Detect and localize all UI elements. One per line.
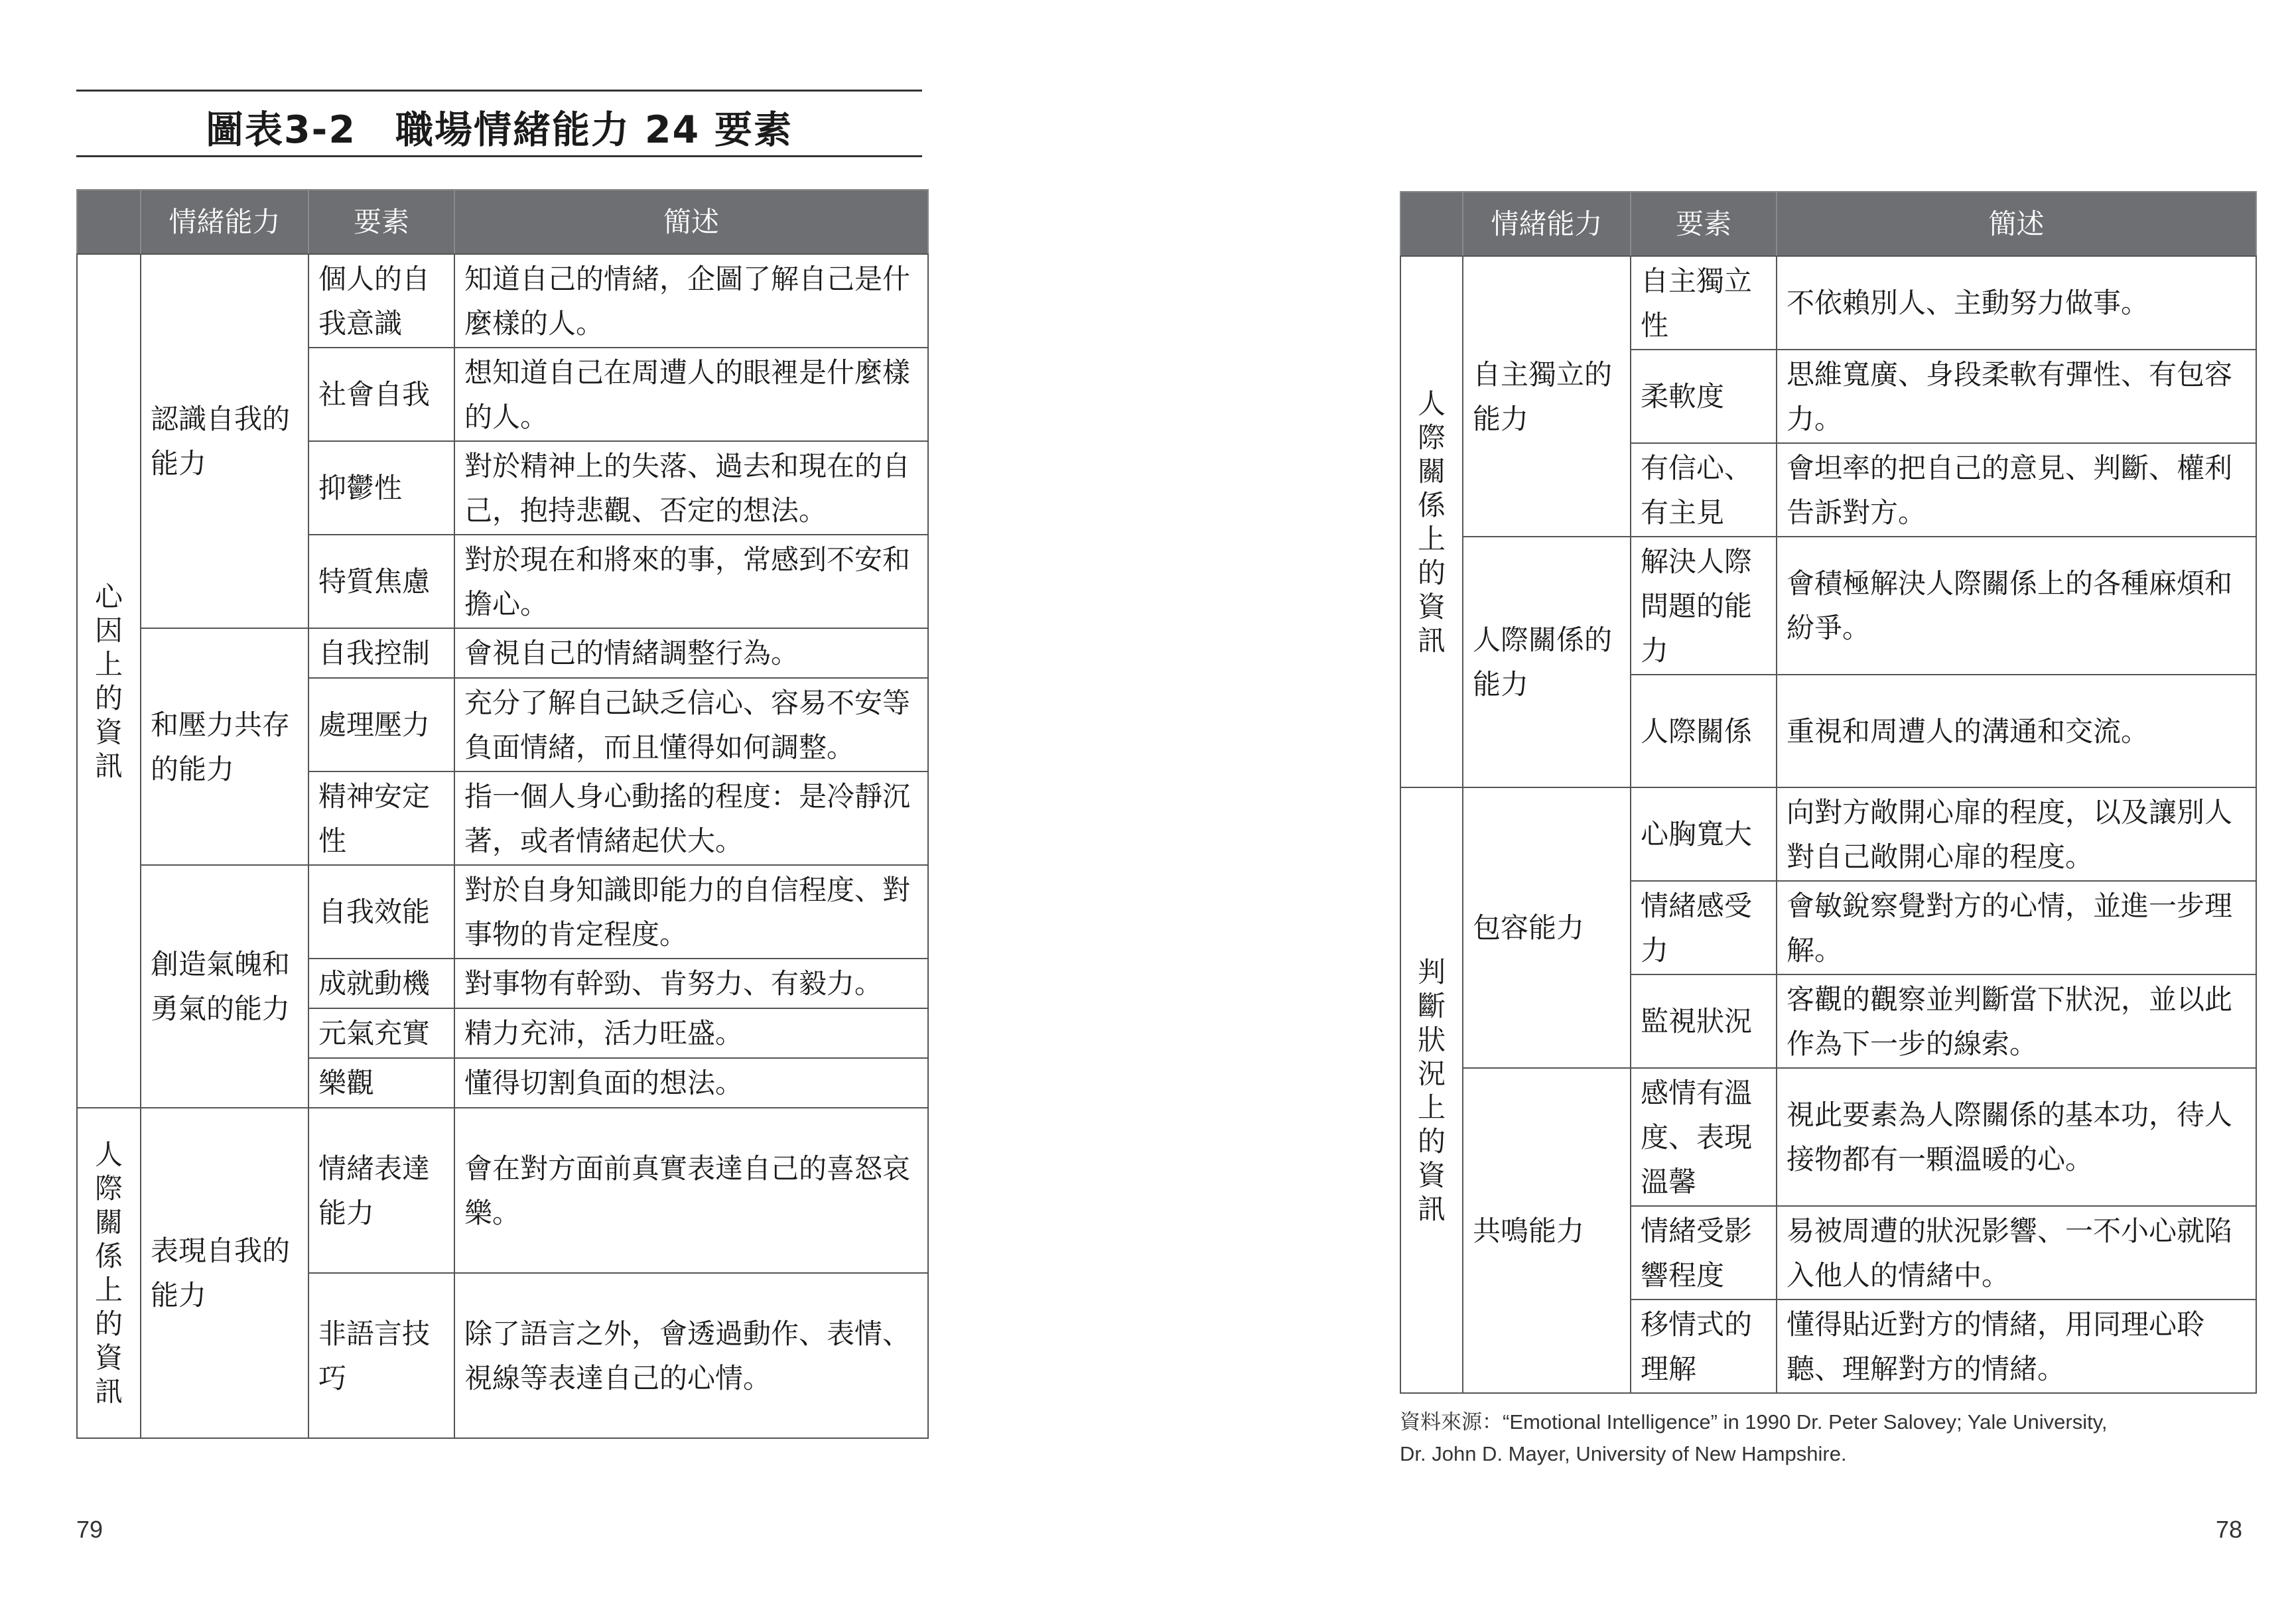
table-header-row: [77, 190, 928, 254]
desc-cell: 精力充沛，活力旺盛。: [454, 1008, 928, 1058]
element-cell: 特質焦慮: [308, 535, 454, 628]
left-table: [76, 189, 929, 1439]
desc-cell: 充分了解自己缺乏信心、容易不安等負面情緒，而且懂得如何調整。: [454, 678, 928, 771]
page-number-left: 79: [76, 1516, 103, 1543]
desc-cell: 會敏銳察覺對方的心情，並進一步理解。: [1777, 881, 2256, 974]
element-cell: 有信心、有主見: [1631, 443, 1777, 537]
table-row: [1400, 537, 2256, 675]
source-line: Dr. John D. Mayer, University of New Hampshire.: [1400, 1442, 1847, 1465]
element-cell: 個人的自我意識: [308, 254, 454, 348]
element-cell: 柔軟度: [1631, 350, 1777, 443]
group-cell-situation: [1400, 787, 1463, 1393]
group-label: 心因上的資訊: [95, 580, 123, 782]
element-cell: 精神安定性: [308, 771, 454, 865]
element-cell: 樂觀: [308, 1058, 454, 1108]
header-desc: 簡述: [454, 190, 928, 254]
table-row: [1400, 256, 2256, 350]
ability-cell: 和壓力共存的能力: [141, 628, 308, 865]
header-ability: 情緒能力: [1463, 192, 1631, 256]
page-title: 圖表3-2 職場情緒能力 24 要素: [206, 108, 793, 152]
desc-cell: 指一個人身心動搖的程度：是冷靜沉著，或者情緒起伏大。: [454, 771, 928, 865]
desc-cell: 會積極解決人際關係上的各種麻煩和紛爭。: [1777, 537, 2256, 675]
element-cell: 情緒受影響程度: [1631, 1206, 1777, 1300]
table-row: [77, 1108, 928, 1273]
element-cell: 心胸寬大: [1631, 787, 1777, 881]
desc-cell: 懂得切割負面的想法。: [454, 1058, 928, 1108]
desc-cell: 思維寬廣、身段柔軟有彈性、有包容力。: [1777, 350, 2256, 443]
table-row: [77, 254, 928, 348]
desc-cell: 對於現在和將來的事，常感到不安和擔心。: [454, 535, 928, 628]
group-label: 人際關係上的資訊: [95, 1138, 123, 1408]
desc-cell: 會視自己的情緒調整行為。: [454, 628, 928, 678]
element-cell: 監視狀況: [1631, 974, 1777, 1068]
group-cell-interpersonal: [1400, 256, 1463, 787]
table-row: [77, 628, 928, 678]
desc-cell: 對於精神上的失落、過去和現在的自己，抱持悲觀、否定的想法。: [454, 441, 928, 535]
group-label: 判斷狀況上的資訊: [1418, 955, 1446, 1225]
group-cell-interpersonal: [77, 1108, 141, 1438]
desc-cell: 重視和周遭人的溝通和交流。: [1777, 675, 2256, 787]
element-cell: 情緒感受力: [1631, 881, 1777, 974]
page-number-right: 78: [2216, 1516, 2243, 1543]
title-rule-box: [76, 90, 922, 157]
desc-cell: 對於自身知識即能力的自信程度、對事物的肯定程度。: [454, 865, 928, 959]
table-row: [1400, 1068, 2256, 1206]
desc-cell: 對事物有幹勁、肯努力、有毅力。: [454, 959, 928, 1008]
group-cell-psych: [77, 254, 141, 1108]
element-cell: 處理壓力: [308, 678, 454, 771]
desc-cell: 不依賴別人、主動努力做事。: [1777, 256, 2256, 350]
desc-cell: 易被周遭的狀況影響、一不小心就陷入他人的情緒中。: [1777, 1206, 2256, 1300]
desc-cell: 會在對方面前真實表達自己的喜怒哀樂。: [454, 1108, 928, 1273]
ability-cell: 創造氣魄和勇氣的能力: [141, 865, 308, 1108]
desc-cell: 向對方敞開心扉的程度，以及讓別人對自己敞開心扉的程度。: [1777, 787, 2256, 881]
element-cell: 元氣充實: [308, 1008, 454, 1058]
element-cell: 人際關係: [1631, 675, 1777, 787]
desc-cell: 知道自己的情緒，企圖了解自己是什麼樣的人。: [454, 254, 928, 348]
element-cell: 移情式的理解: [1631, 1300, 1777, 1393]
desc-cell: 懂得貼近對方的情緒，用同理心聆聽、理解對方的情緒。: [1777, 1300, 2256, 1393]
element-cell: 抑鬱性: [308, 441, 454, 535]
table-row: [77, 865, 928, 959]
header-ability: 情緒能力: [141, 190, 308, 254]
element-cell: 非語言技巧: [308, 1273, 454, 1438]
source-line: 資料來源：“Emotional Intelligence” in 1990 Dr. Peter Salovey; Yale University,: [1400, 1410, 2108, 1434]
element-cell: 社會自我: [308, 348, 454, 441]
ability-cell: 人際關係的能力: [1463, 537, 1631, 787]
desc-cell: 想知道自己在周遭人的眼裡是什麼樣的人。: [454, 348, 928, 441]
ability-cell: 認識自我的能力: [141, 254, 308, 628]
element-cell: 解決人際問題的能力: [1631, 537, 1777, 675]
element-cell: 自主獨立性: [1631, 256, 1777, 350]
ability-cell: 包容能力: [1463, 787, 1631, 1068]
desc-cell: 會坦率的把自己的意見、判斷、權利告訴對方。: [1777, 443, 2256, 537]
element-cell: 自我控制: [308, 628, 454, 678]
header-blank: [1400, 192, 1463, 256]
header-blank: [77, 190, 141, 254]
desc-cell: 客觀的觀察並判斷當下狀況，並以此作為下一步的線索。: [1777, 974, 2256, 1068]
group-label: 人際關係上的資訊: [1418, 387, 1446, 657]
element-cell: 成就動機: [308, 959, 454, 1008]
header-element: 要素: [308, 190, 454, 254]
right-table: [1400, 191, 2257, 1394]
desc-cell: 視此要素為人際關係的基本功，待人接物都有一顆溫暖的心。: [1777, 1068, 2256, 1206]
header-desc: 簡述: [1777, 192, 2256, 256]
element-cell: 感情有溫度、表現溫馨: [1631, 1068, 1777, 1206]
desc-cell: 除了語言之外，會透過動作、表情、視線等表達自己的心情。: [454, 1273, 928, 1438]
ability-cell: 表現自我的能力: [141, 1108, 308, 1438]
element-cell: 自我效能: [308, 865, 454, 959]
element-cell: 情緒表達能力: [308, 1108, 454, 1273]
header-element: 要素: [1631, 192, 1777, 256]
ability-cell: 自主獨立的能力: [1463, 256, 1631, 537]
source-note: [1400, 1406, 2262, 1470]
table-row: [1400, 787, 2256, 881]
table-header-row: [1400, 192, 2256, 256]
ability-cell: 共鳴能力: [1463, 1068, 1631, 1393]
